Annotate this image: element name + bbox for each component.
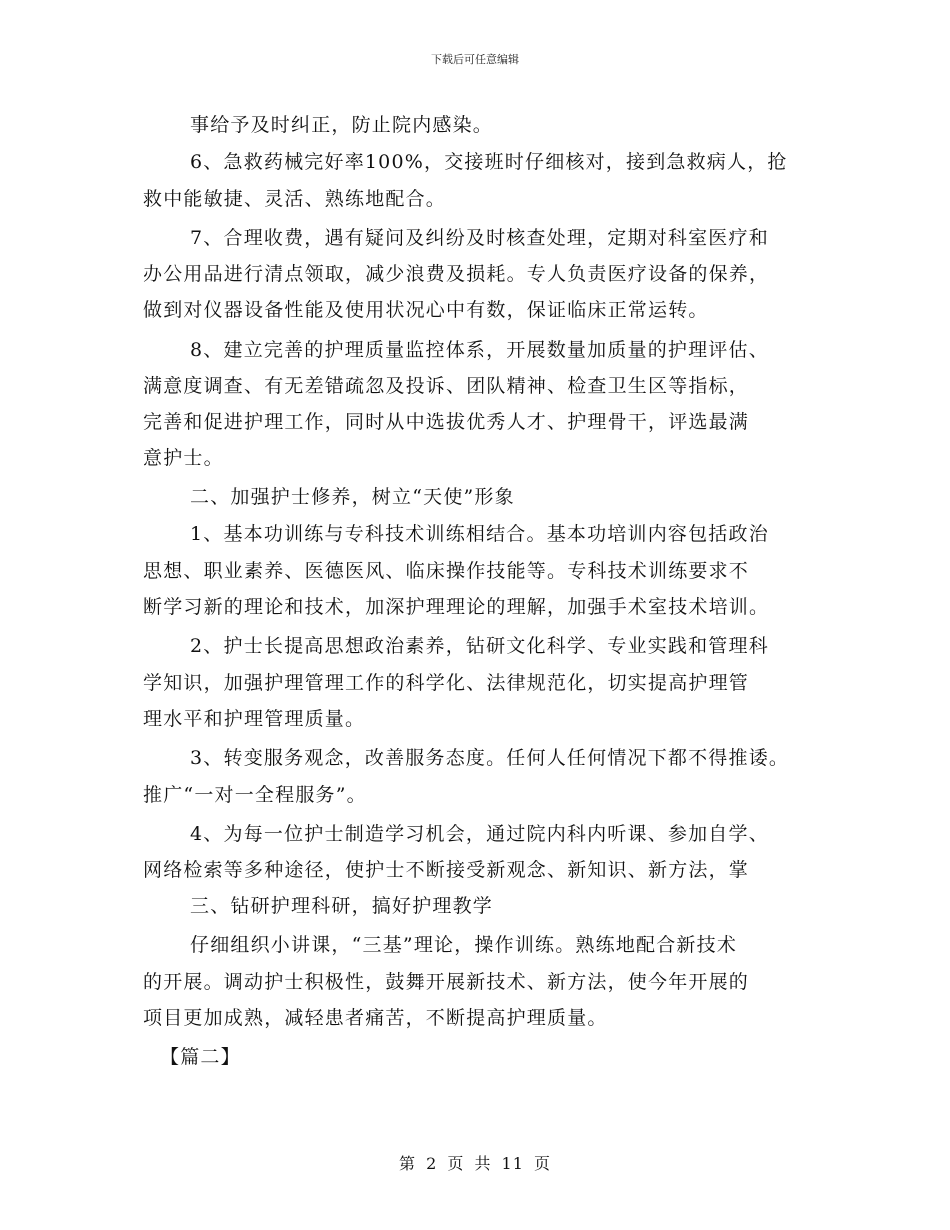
paragraph-line: 事给予及时纠正，防止院内感染。 bbox=[190, 114, 494, 136]
paragraph-line: 意护士。 bbox=[143, 447, 224, 469]
paragraph-line: 7、合理收费，遇有疑问及纠纷及时核查处理，定期对科室医疗和 bbox=[190, 227, 769, 249]
paragraph-line: 办公用品进行清点领取，减少浪费及损耗。专人负责医疗设备的保养， bbox=[143, 263, 770, 285]
paragraph-line: 推广“一对一全程服务”。 bbox=[143, 784, 367, 806]
paragraph-line: 2、护士长提高思想政治素养，钻研文化科学、专业实践和管理科 bbox=[190, 635, 769, 657]
paragraph-line: 救中能敏捷、灵活、熟练地配合。 bbox=[143, 188, 447, 210]
paragraph-line: 网络检索等多种途径，使护士不断接受新观念、新知识、新方法，掌 bbox=[143, 859, 750, 881]
paragraph-line: 断学习新的理论和技术，加深护理理论的理解，加强手术室技术培训。 bbox=[143, 596, 770, 618]
paragraph-line: 3、转变服务观念，改善服务态度。任何人任何情况下都不得推诿。 bbox=[190, 747, 790, 769]
paragraph-line: 项目更加成熟，减轻患者痛苦，不断提高护理质量。 bbox=[143, 1007, 608, 1029]
paragraph-line: 8、建立完善的护理质量监控体系，开展数量加质量的护理评估、 bbox=[190, 339, 769, 361]
paragraph-line: 的开展。调动护士积极性，鼓舞开展新技术、新方法，使今年开展的 bbox=[143, 971, 750, 993]
section-heading: 二、加强护士修养，树立“天使”形象 bbox=[190, 486, 515, 508]
section-heading: 三、钻研护理科研，搞好护理教学 bbox=[190, 895, 494, 917]
paragraph-line: 做到对仪器设备性能及使用状况心中有数，保证临床正常运转。 bbox=[143, 299, 709, 321]
paragraph-line: 满意度调查、有无差错疏忽及投诉、团队精神、检查卫生区等指标， bbox=[143, 375, 750, 397]
paragraph-line: 4、为每一位护士制造学习机会，通过院内科内听课、参加自学、 bbox=[190, 823, 769, 845]
paragraph-line: 理水平和护理管理质量。 bbox=[143, 708, 366, 730]
page-header: 下载后可任意编辑 bbox=[431, 53, 519, 66]
section-marker: 【篇二】 bbox=[160, 1046, 241, 1068]
paragraph-line: 1、基本功训练与专科技术训练相结合。基本功培训内容包括政治 bbox=[190, 523, 769, 545]
page-number: 第 2 页 共 11 页 bbox=[399, 1154, 551, 1173]
paragraph-line: 思想、职业素养、医德医风、临床操作技能等。专科技术训练要求不 bbox=[143, 560, 750, 582]
paragraph-line: 学知识，加强护理管理工作的科学化、法律规范化，切实提高护理管 bbox=[143, 672, 750, 694]
paragraph-line: 仔细组织小讲课，“三基”理论，操作训练。熟练地配合新技术 bbox=[190, 934, 738, 956]
paragraph-line: 6、急救药械完好率100%，交接班时仔细核对，接到急救病人，抢 bbox=[190, 151, 788, 173]
paragraph-line: 完善和促进护理工作，同时从中选拔优秀人才、护理骨干，评选最满 bbox=[143, 411, 750, 433]
